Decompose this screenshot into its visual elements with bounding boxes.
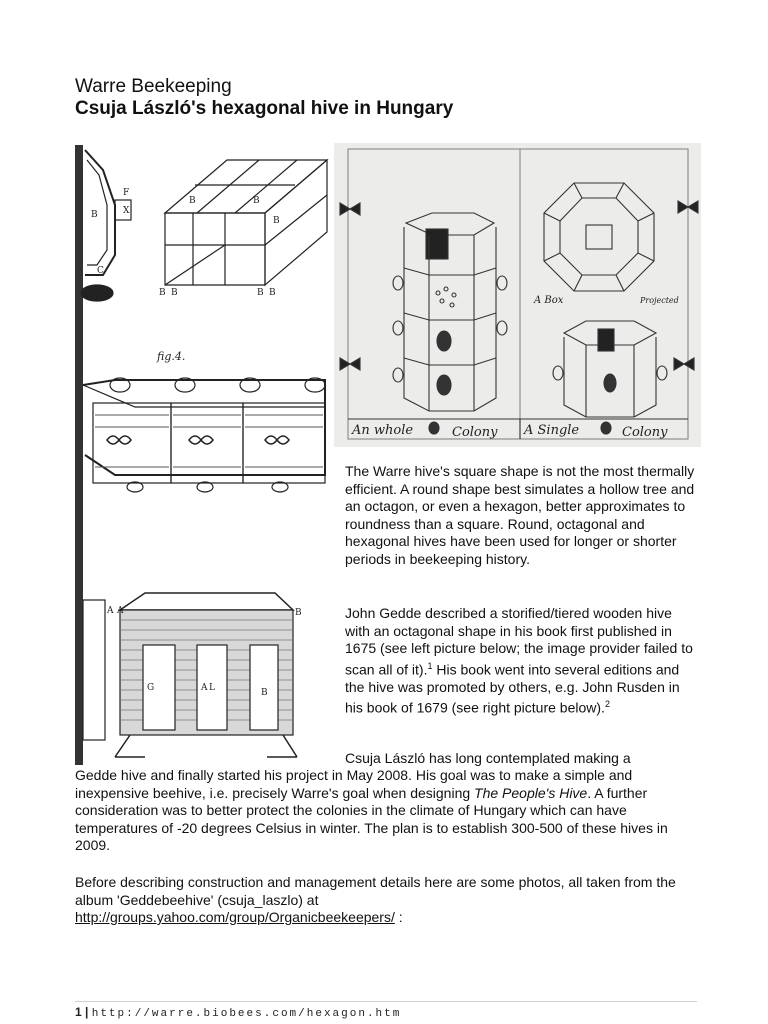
paragraph-photos [75, 874, 705, 927]
footer-divider [75, 1001, 697, 1002]
engraving-letter: A [117, 606, 124, 616]
page-number: 1 [75, 1005, 82, 1019]
caption-single-2: Colony [622, 425, 668, 440]
gedde-hive-engraving [75, 145, 333, 765]
label-a-box: A Box [534, 295, 564, 306]
rusden-engraving-svg [334, 143, 701, 447]
engraving-letter: B [273, 216, 280, 226]
paragraph-csuja [75, 767, 705, 855]
rusden-hive-engraving [334, 143, 701, 447]
document-title: Warre Beekeeping [75, 76, 232, 97]
paragraph-gedde [345, 605, 700, 717]
engraving-letter: B [189, 196, 196, 206]
page-footer [75, 1005, 401, 1020]
engraving-letter: A [107, 606, 114, 616]
figure-label: fig.4. [157, 350, 186, 363]
engraving-letter: G [147, 683, 155, 693]
book-title: The People's Hive [474, 784, 588, 801]
engraving-letter: C [97, 266, 104, 276]
paragraph-shape: The Warre hive's square shape is not the most thermally efficient. A round shape best simulates a hollow tree and an octagon, or even a hexagon, better approximates to roundness than a square. Round, octagonal and hexagonal hives have been used for longer or shorter periods in beekeeping history. [345, 463, 695, 567]
gedde-engraving-svg [75, 145, 333, 765]
paragraph-csuja-first-line: Csuja László has long contemplated making a [345, 750, 631, 766]
paragraph-gedde-part-b: His book went into several editions and the hive was promoted by others, e.g. John Rusden in his book of 1679 (see right picture below). [345, 661, 680, 716]
caption-whole-2: Colony [452, 425, 498, 440]
engraving-letter: B [269, 288, 276, 298]
engraving-letter: F [123, 188, 130, 198]
engraving-letter: L [209, 683, 215, 693]
engraving-letter: B [257, 288, 264, 298]
paragraph-photos-text: Before describing construction and management details here are some photos, all taken from the album 'Geddebeehive' (csuja_laszlo) at [75, 874, 676, 908]
paragraph-gedde-part-a: John Gedde described a storified/tiered wooden hive with an octagonal shape in his book first published in 1675 (see left picture below; the image provider failed to scan all of it). [345, 605, 693, 678]
footer-separator: | [81, 1005, 92, 1019]
paragraph-csuja-part-a: Gedde hive and finally started his project in May 2008. His goal was to make a simple and inexpensive beehive, i.e. precisely Warre's goal when designing [75, 767, 633, 801]
engraving-letter: B [159, 288, 166, 298]
engraving-letter: B [91, 210, 98, 220]
document-subtitle: Csuja László's hexagonal hive in Hungary [75, 98, 454, 119]
paragraph-photos-end: : [394, 909, 403, 925]
engraving-letter: B [261, 688, 268, 698]
footer-url[interactable]: http://warre.biobees.com/hexagon.htm [91, 1008, 402, 1020]
album-link[interactable]: http://groups.yahoo.com/group/Organicbeekeepers/ [75, 909, 395, 925]
engraving-letter: A [201, 683, 208, 693]
footnote-ref-2[interactable]: 2 [604, 699, 610, 710]
engraving-letter: B [171, 288, 178, 298]
label-projected: Projected [640, 296, 679, 305]
caption-whole-1: An whole [352, 423, 414, 438]
footnote-ref-1[interactable]: 1 [427, 660, 433, 671]
engraving-letter: X [123, 206, 130, 216]
engraving-letter: B [295, 608, 302, 618]
caption-single-1: A Single [524, 423, 580, 438]
paragraph-csuja-part-b: . A further consideration was to better protect the colonies in the climate of Hungary which can have temperatures of -20 degrees Celsius in winter. The plan is to establish 300-500 of these hives in 2009. [75, 784, 668, 853]
engraving-letter: B [253, 196, 260, 206]
